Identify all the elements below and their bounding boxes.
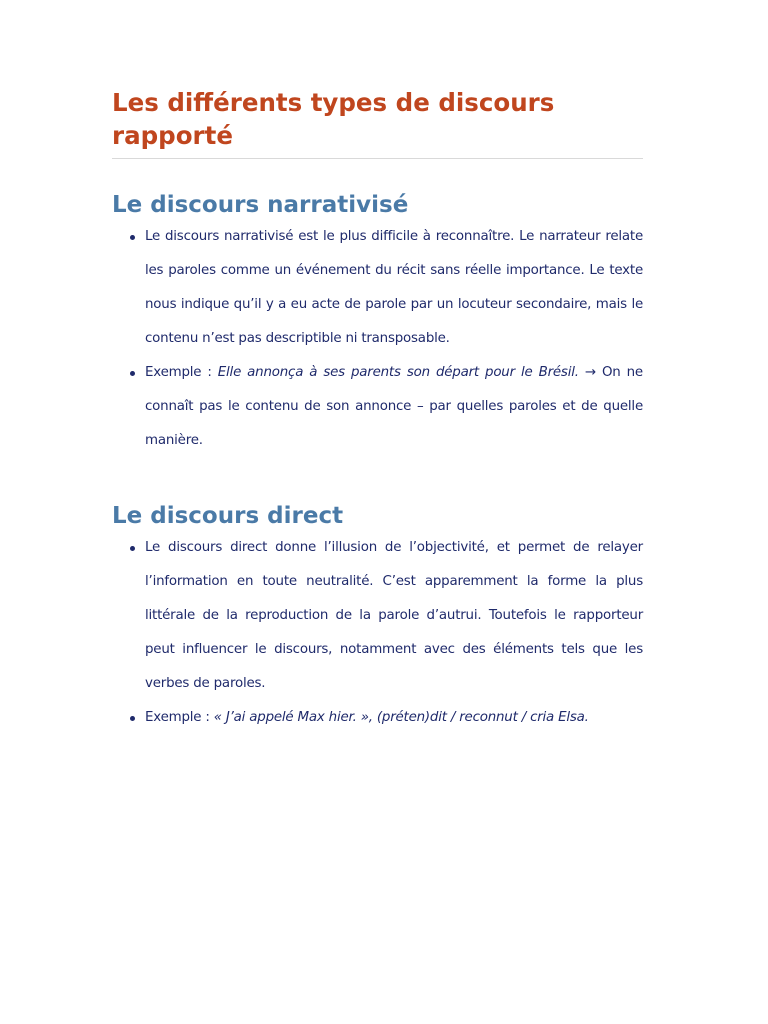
example-quote: « J’ai appelé Max hier. », (préten)dit / reconnut / cria Elsa. [213,710,589,725]
section-heading-direct: Le discours direct [112,503,344,529]
document-title: Les différents types de discours rapporté [112,86,643,159]
list-item [112,701,643,735]
bullet-icon [130,546,135,551]
section-heading-narrativise: Le discours narrativisé [112,192,409,218]
list-item-text: Le discours narrativisé est le plus difficile à reconnaître. Le narrateur relate les paroles comme un événement du récit sans réelle importance. Le texte nous indique qu’il y a eu acte de parole par un locuteur secondaire, mais le contenu n’est pas descriptible ni transposable. [145,229,643,346]
list-item [112,220,643,356]
list-item [112,531,643,701]
example-label: Exemple : [145,710,214,725]
list-item-text: Le discours direct donne l’illusion de l’objectivité, et permet de relayer l’information en toute neutralité. C’est apparemment la forme la plus littérale de la reproduction de la parole d’autrui. Toutefois le rapporteur peut influencer le discours, notamment avec des éléments tels que les verbes de paroles. [145,540,643,691]
example-label: Exemple : [145,365,218,380]
bullet-icon [130,716,135,721]
bullet-list-narrativise [112,220,643,458]
list-item [112,356,643,458]
example-explanation: → On ne connaît pas le contenu de son annonce – par quelles paroles et de quelle manière. [145,365,643,448]
bullet-list-direct [112,531,643,735]
bullet-icon [130,371,135,376]
example-quote: Elle annonça à ses parents son départ pour le Brésil. [217,365,579,380]
document-page [112,86,643,735]
bullet-icon [130,235,135,240]
